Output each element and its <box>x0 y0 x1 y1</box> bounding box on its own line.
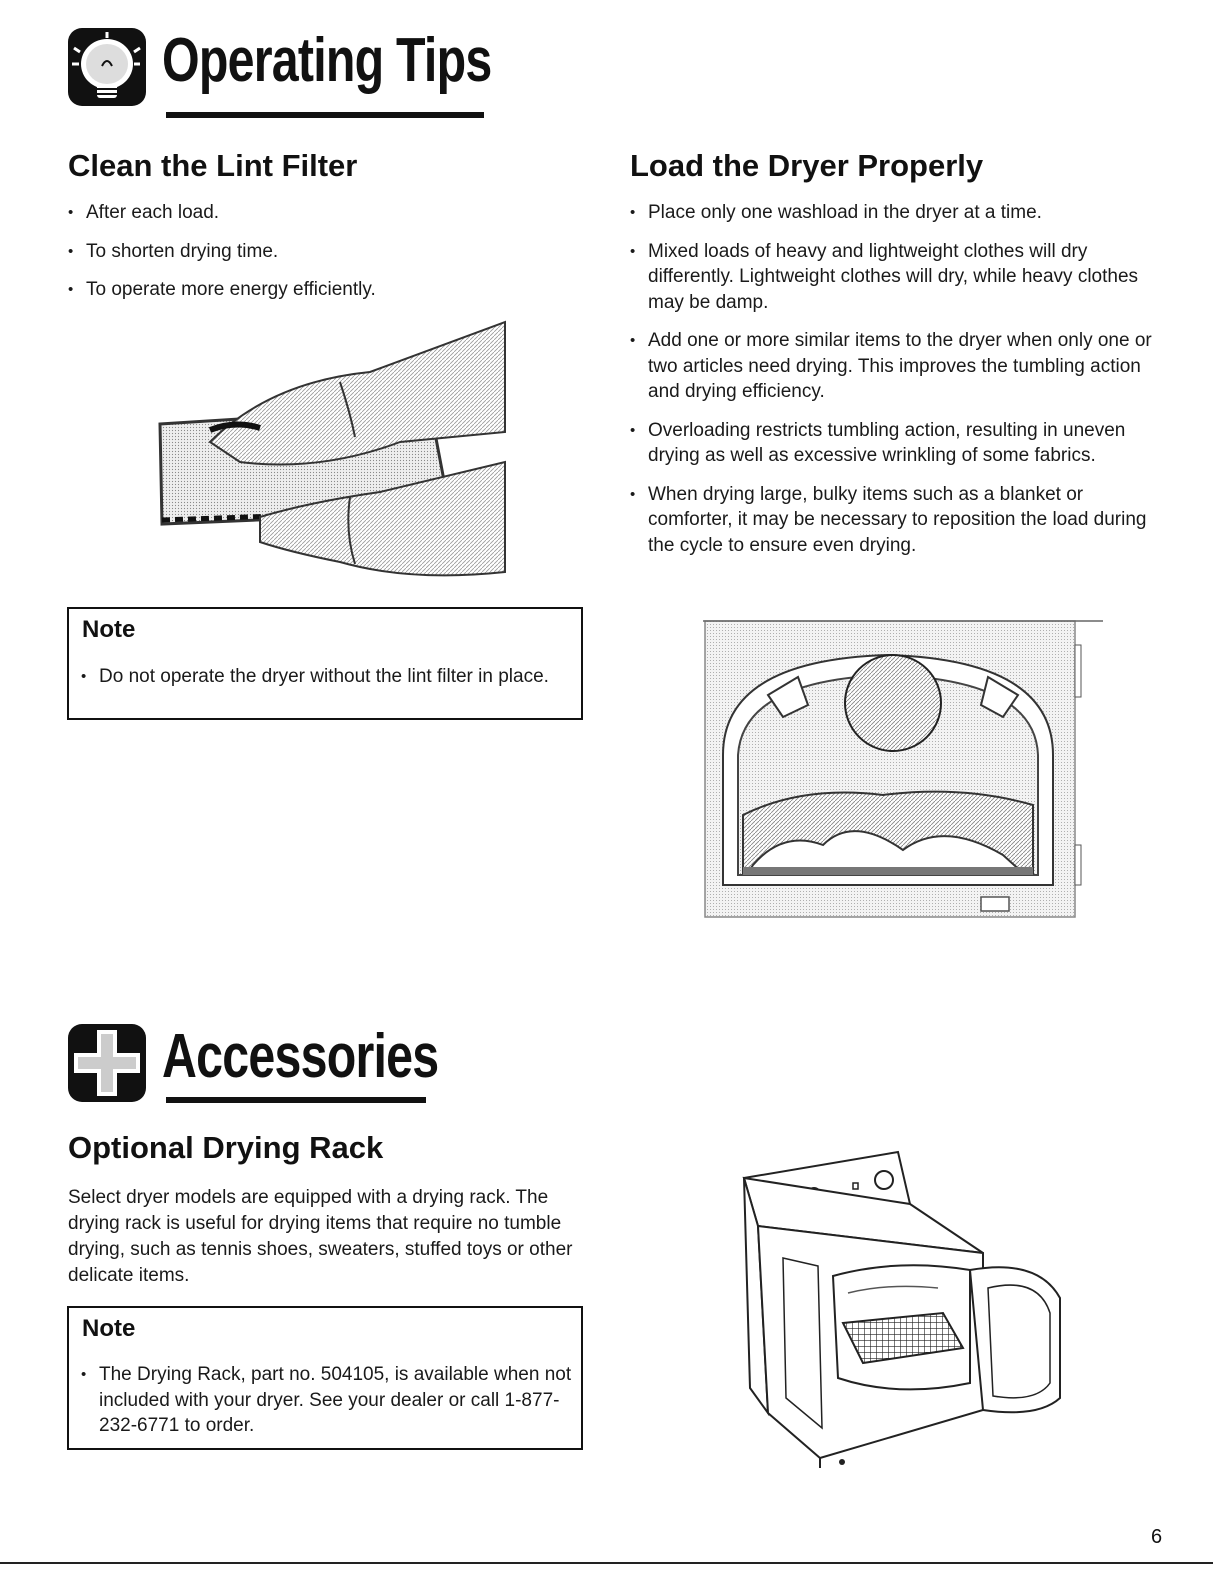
list-item: • Mixed loads of heavy and lightweight clothes will dry differently. Lightweight clothes will dry, while heavy clothes may be damp. <box>626 239 1156 316</box>
note-box <box>67 607 583 720</box>
list-item: • To operate more energy efficiently. <box>64 277 564 303</box>
operating-tips-title: Operating Tips <box>162 26 492 95</box>
list-item: • To shorten drying time. <box>64 239 564 265</box>
lightbulb-icon <box>66 26 148 108</box>
footer-rule <box>0 1562 1213 1564</box>
lint-filter-illustration <box>150 312 510 602</box>
note-list <box>77 1362 573 1439</box>
list-item: • After each load. <box>64 200 564 226</box>
load-dryer-list <box>626 200 1156 558</box>
accessories-header <box>66 1022 516 1104</box>
list-item: • Overloading restricts tumbling action, resulting in uneven drying as well as excessive wrinkling of some fabrics. <box>626 418 1156 469</box>
lint-filter-heading: Clean the Lint Filter <box>68 148 358 183</box>
list-item: • Do not operate the dryer without the lint filter in place. <box>77 664 567 690</box>
dryer-with-rack-illustration <box>738 1148 1078 1473</box>
header-underline <box>166 1097 426 1103</box>
page-number: 6 <box>1151 1526 1163 1548</box>
load-dryer-heading: Load the Dryer Properly <box>630 148 984 183</box>
header-underline <box>166 112 484 118</box>
list-item: • Place only one washload in the dryer at a time. <box>626 200 1156 226</box>
dryer-drum-illustration <box>703 605 1103 920</box>
lint-filter-list <box>64 200 564 303</box>
note-title: Note <box>82 616 136 643</box>
list-item: • When drying large, bulky items such as a blanket or comforter, it may be necessary to reposition the load during the cycle to ensure even drying. <box>626 482 1156 559</box>
list-item: • Add one or more similar items to the dryer when only one or two articles need drying. This improves the tumbling action and drying efficiency. <box>626 328 1156 405</box>
operating-tips-header <box>66 26 584 108</box>
note-list <box>77 664 567 690</box>
drying-rack-heading: Optional Drying Rack <box>68 1130 384 1165</box>
drying-rack-paragraph: Select dryer models are equipped with a drying rack. The drying rack is useful for drying items that require no tumble drying, such as tennis shoes, sweaters, stuffed toys or other delicate items. <box>68 1187 573 1286</box>
plus-cross-icon <box>66 1022 148 1104</box>
accessories-title: Accessories <box>162 1022 439 1091</box>
note-box <box>67 1306 583 1450</box>
list-item: • The Drying Rack, part no. 504105, is available when not included with your dryer. See your dealer or call 1-877-232-6771 to order. <box>77 1362 573 1439</box>
note-title: Note <box>82 1315 136 1342</box>
